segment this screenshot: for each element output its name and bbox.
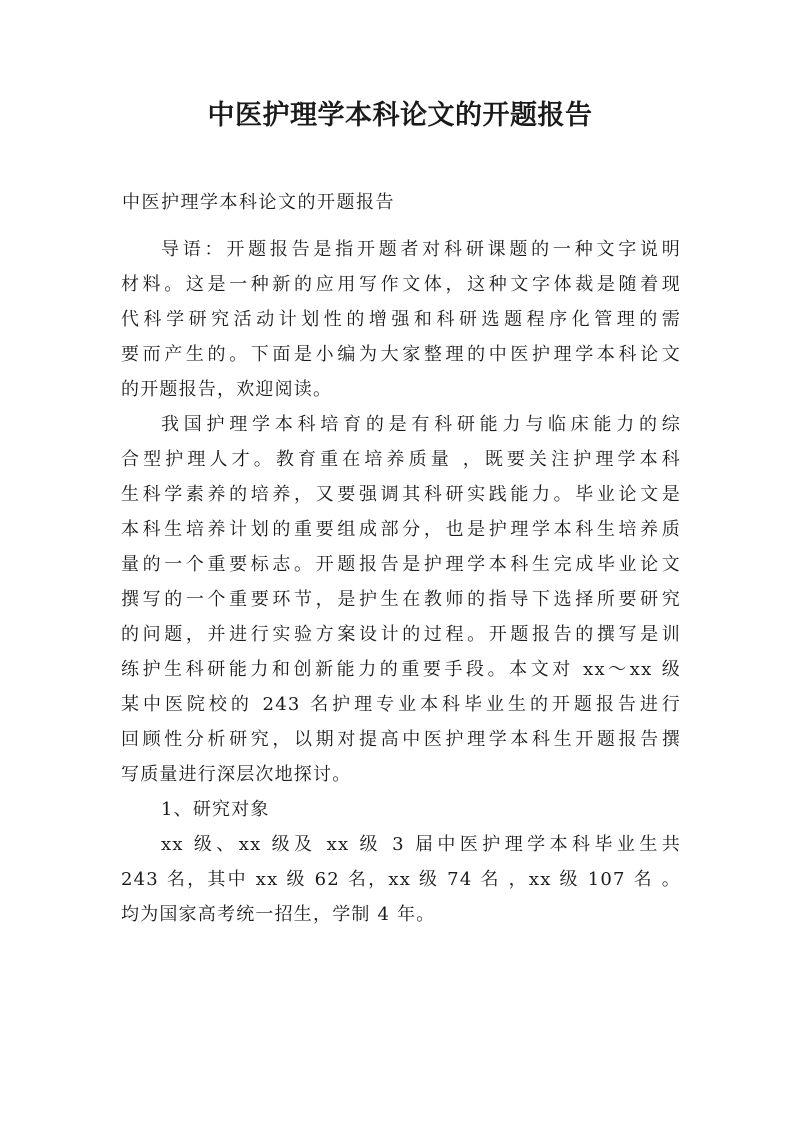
paragraph-line: 写质量进行深层次地探讨。 [121, 764, 352, 785]
paragraph-line: 练护生科研能力和创新能力的重要手段。本文对 xx～xx 级 [121, 659, 681, 680]
paragraph-line: 本科生培养计划的重要组成部分，也是护理学本科生培养质 [121, 519, 681, 540]
document-body [121, 232, 681, 932]
paragraph-line: 材料。这是一种新的应用写作文体，这种文字体裁是随着现 [121, 274, 681, 295]
paragraph-background [121, 407, 681, 792]
paragraph-line: 的问题，并进行实验方案设计的过程。开题报告的撰写是训 [121, 624, 681, 645]
paragraph-line: 1、研究对象 [161, 799, 270, 820]
paragraph-line: 量的一个重要标志。开题报告是护理学本科生完成毕业论文 [121, 554, 681, 575]
paragraph-line: 代科学研究活动计划性的增强和科研选题程序化管理的需 [121, 309, 681, 330]
paragraph-line: 合型护理人才。教育重在培养质量 ，既要关注护理学本科 [121, 449, 681, 470]
paragraph-line: 回顾性分析研究，以期对提高中医护理学本科生开题报告撰 [121, 729, 681, 750]
paragraph-line: 243 名，其中 xx 级 62 名，xx 级 74 名 ，xx 级 107 名 。 [121, 869, 681, 890]
document-title: 中医护理学本科论文的开题报告 [207, 100, 593, 131]
paragraph-line: 要而产生的。下面是小编为大家整理的中医护理学本科论文 [121, 344, 681, 365]
document-subtitle: 中医护理学本科论文的开题报告 [122, 192, 395, 213]
paragraph-line: 均为国家高考统一招生，学制 4 年。 [121, 904, 436, 925]
paragraph-line: 我国护理学本科培育的是有科研能力与临床能力的综 [161, 414, 681, 435]
paragraph-intro [121, 232, 681, 407]
section-heading [121, 792, 681, 827]
paragraph-line: 某中医院校的 243 名护理专业本科毕业生的开题报告进行 [121, 694, 681, 715]
paragraph-line: 撰写的一个重要环节，是护生在教师的指导下选择所要研究 [121, 589, 681, 610]
paragraph-subjects [121, 827, 681, 932]
paragraph-line: 的开题报告，欢迎阅读。 [121, 379, 333, 400]
paragraph-line: xx 级、xx 级及 xx 级 3 届中医护理学本科毕业生共 [161, 834, 681, 855]
paragraph-line: 生科学素养的培养，又要强调其科研实践能力。毕业论文是 [121, 484, 681, 505]
paragraph-line: 导语：开题报告是指开题者对科研课题的一种文字说明 [161, 239, 681, 260]
